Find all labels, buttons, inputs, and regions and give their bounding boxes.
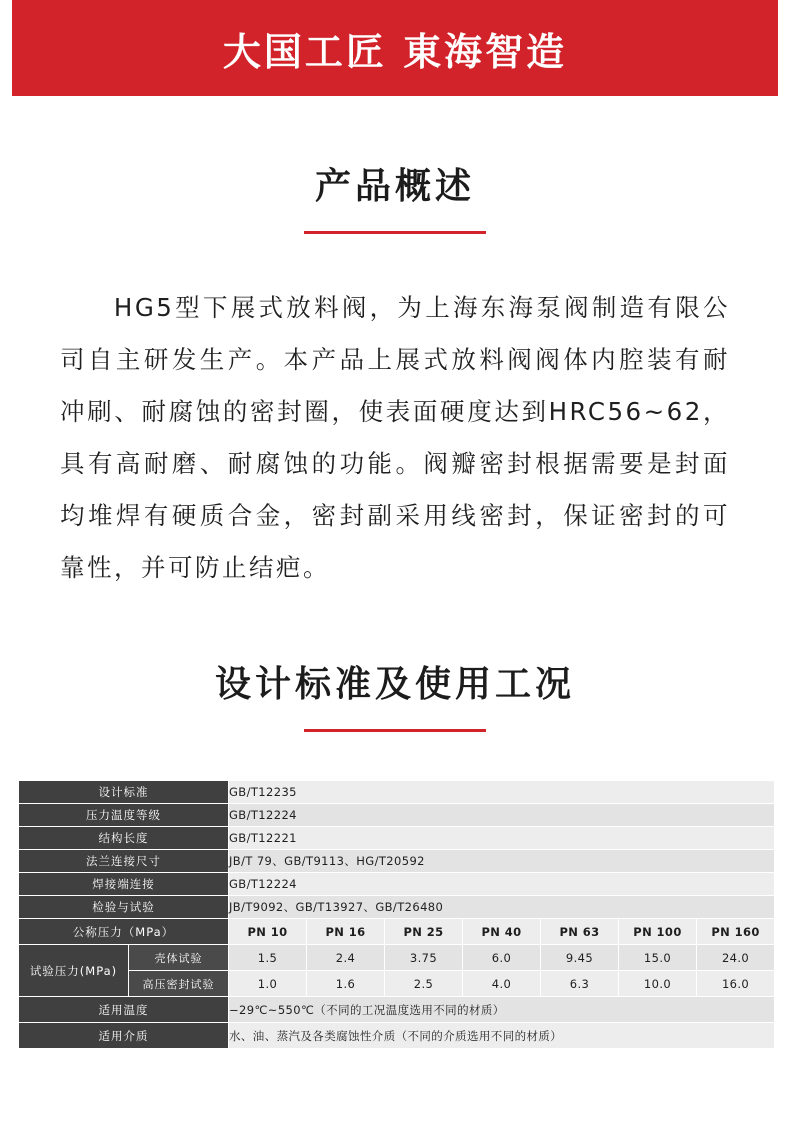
product-overview-paragraph: HG5型下展式放料阀，为上海东海泵阀制造有限公司自主研发生产。本产品上展式放料阀阀体内腔装有耐冲刷、耐腐蚀的密封圈，使表面硬度达到HRC56~62，具有高耐磨、耐腐蚀的功能。阀瓣密封根据需要是封面均堆焊有硬质合金，密封副采用线密封，保证密封的可靠性，并可防止结疤。 bbox=[60, 293, 730, 582]
table-row bbox=[19, 896, 775, 919]
row-label: 结构长度 bbox=[19, 827, 229, 850]
row-label: 适用介质 bbox=[19, 1023, 229, 1049]
table-row bbox=[19, 873, 775, 896]
row-value: GB/T12224 bbox=[229, 873, 775, 896]
design-standard-heading: 设计标准及使用工况 bbox=[214, 664, 575, 705]
product-overview-heading: 产品概述 bbox=[314, 166, 475, 207]
value-cell: 6.3 bbox=[541, 971, 619, 997]
row-label: 法兰连接尺寸 bbox=[19, 850, 229, 873]
value-cell: 2.4 bbox=[307, 945, 385, 971]
value-cell: 16.0 bbox=[697, 971, 775, 997]
pressure-cell: PN 40 bbox=[463, 919, 541, 945]
table-row bbox=[19, 827, 775, 850]
table-row-temperature bbox=[19, 997, 775, 1023]
pressure-cell: PN 25 bbox=[385, 919, 463, 945]
row-label: 设计标准 bbox=[19, 781, 229, 804]
spec-table-wrapper bbox=[18, 780, 772, 1049]
row-label: 压力温度等级 bbox=[19, 804, 229, 827]
pressure-cell: PN 10 bbox=[229, 919, 307, 945]
row-label: 壳体试验 bbox=[129, 945, 229, 971]
design-standard-section bbox=[0, 656, 790, 732]
value-cell: 1.0 bbox=[229, 971, 307, 997]
value-cell: 6.0 bbox=[463, 945, 541, 971]
row-value: JB/T 79、GB/T9113、HG/T20592 bbox=[229, 850, 775, 873]
table-row bbox=[19, 781, 775, 804]
row-value: JB/T9092、GB/T13927、GB/T26480 bbox=[229, 896, 775, 919]
heading-underline bbox=[304, 231, 486, 234]
value-cell: 10.0 bbox=[619, 971, 697, 997]
table-row-nominal-pressure bbox=[19, 919, 775, 945]
design-standard-heading-block bbox=[22, 656, 768, 732]
table-row-medium bbox=[19, 1023, 775, 1049]
row-value: 水、油、蒸汽及各类腐蚀性介质（不同的介质选用不同的材质） bbox=[229, 1023, 775, 1049]
value-cell: 4.0 bbox=[463, 971, 541, 997]
table-row bbox=[19, 850, 775, 873]
value-cell: 2.5 bbox=[385, 971, 463, 997]
row-label: 高压密封试验 bbox=[129, 971, 229, 997]
pressure-cell: PN 160 bbox=[697, 919, 775, 945]
table-row-seal-test bbox=[19, 971, 775, 997]
row-label: 焊接端连接 bbox=[19, 873, 229, 896]
row-label: 适用温度 bbox=[19, 997, 229, 1023]
value-cell: 9.45 bbox=[541, 945, 619, 971]
row-value: GB/T12224 bbox=[229, 804, 775, 827]
product-overview-section bbox=[0, 158, 790, 594]
product-overview-heading-block bbox=[22, 158, 768, 234]
value-cell: 1.6 bbox=[307, 971, 385, 997]
row-value: GB/T12235 bbox=[229, 781, 775, 804]
table-row bbox=[19, 804, 775, 827]
top-banner-inner bbox=[12, 0, 778, 96]
pressure-cell: PN 63 bbox=[541, 919, 619, 945]
banner-title: 大国工匠 東海智造 bbox=[222, 29, 568, 74]
value-cell: 3.75 bbox=[385, 945, 463, 971]
row-label: 公称压力（MPa） bbox=[19, 919, 229, 945]
value-cell: 1.5 bbox=[229, 945, 307, 971]
heading-underline bbox=[304, 729, 486, 732]
test-group-label: 试验压力(MPa) bbox=[19, 945, 129, 997]
value-cell: 24.0 bbox=[697, 945, 775, 971]
table-row-shell-test bbox=[19, 945, 775, 971]
spec-table bbox=[18, 780, 775, 1049]
row-label: 检验与试验 bbox=[19, 896, 229, 919]
row-value: −29℃~550℃（不同的工况温度选用不同的材质） bbox=[229, 997, 775, 1023]
value-cell: 15.0 bbox=[619, 945, 697, 971]
pressure-cell: PN 16 bbox=[307, 919, 385, 945]
row-value: GB/T12221 bbox=[229, 827, 775, 850]
pressure-cell: PN 100 bbox=[619, 919, 697, 945]
top-banner bbox=[0, 0, 790, 96]
